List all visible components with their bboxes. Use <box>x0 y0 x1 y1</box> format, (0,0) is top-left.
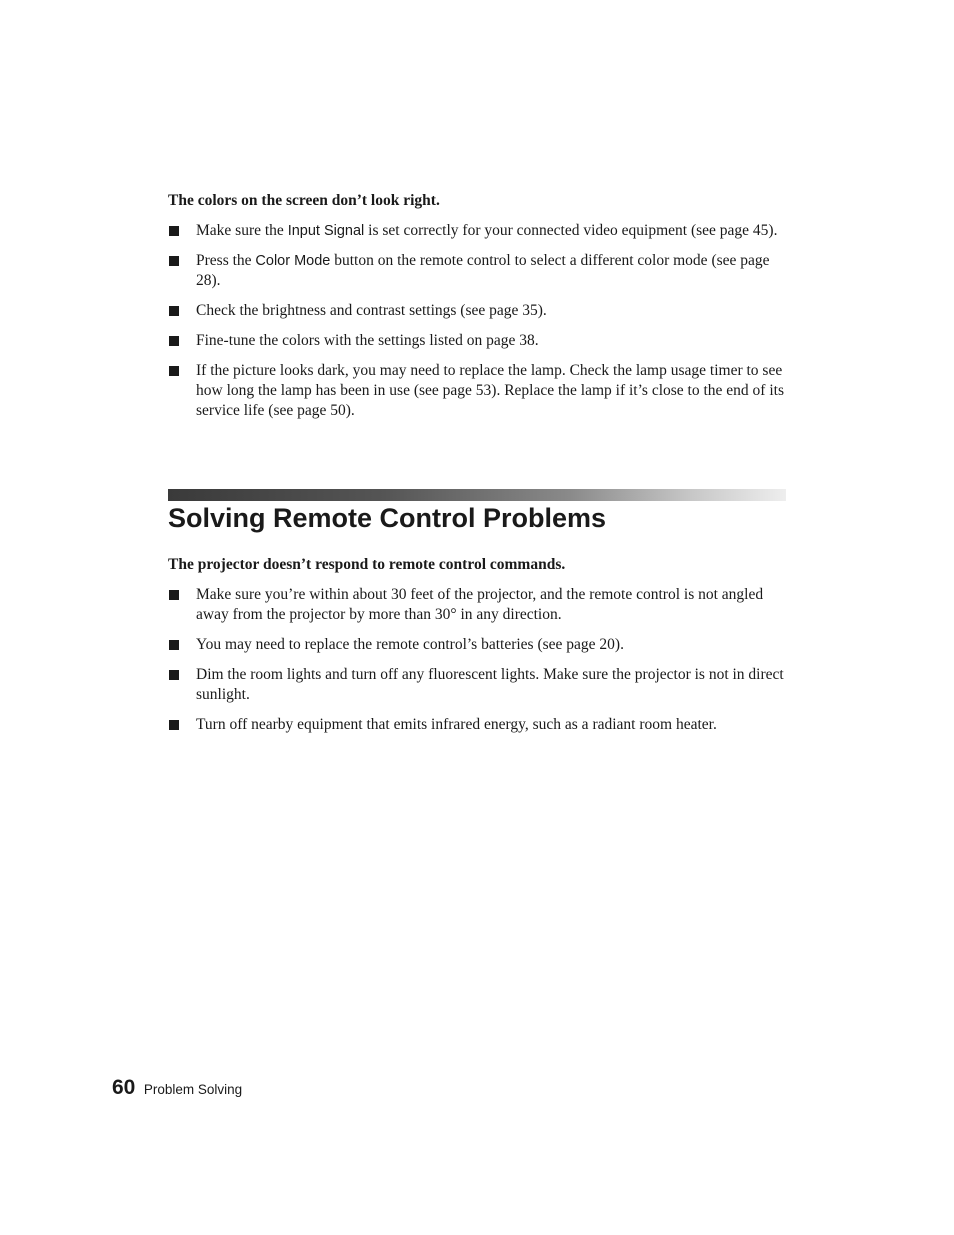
section-title: Solving Remote Control Problems <box>168 503 607 533</box>
list-item <box>168 585 786 625</box>
list-item <box>168 635 786 655</box>
colors-issue-heading: The colors on the screen don’t look right. <box>168 192 440 209</box>
list-item <box>168 331 786 351</box>
square-bullet-icon <box>169 720 179 730</box>
colors-issue-block <box>168 191 786 421</box>
list-item <box>168 665 786 705</box>
square-bullet-icon <box>169 256 179 266</box>
square-bullet-icon <box>169 670 179 680</box>
list-item <box>168 301 786 321</box>
item-text: Make sure the <box>196 222 288 239</box>
page-footer <box>112 1076 242 1100</box>
square-bullet-icon <box>169 306 179 316</box>
ui-term-input-signal: Input Signal <box>287 223 365 239</box>
ui-term-color-mode: Color Mode <box>255 253 331 269</box>
remote-issue-block <box>168 555 786 735</box>
square-bullet-icon <box>169 366 179 376</box>
square-bullet-icon <box>169 640 179 650</box>
item-text: Check the brightness and contrast settings (see page 35). <box>196 302 547 319</box>
page-number: 60 <box>112 1076 136 1099</box>
colors-issue-list <box>168 221 786 421</box>
list-item <box>168 221 786 241</box>
item-text: Press the <box>196 252 256 269</box>
item-text: Dim the room lights and turn off any fluorescent lights. Make sure the projector is not in direct sunlight. <box>196 666 784 703</box>
item-text: is set correctly for your connected video equipment (see page 45). <box>364 222 778 239</box>
list-item <box>168 361 786 421</box>
footer-section-name: Problem Solving <box>143 1082 243 1097</box>
item-text: Turn off nearby equipment that emits infrared energy, such as a radiant room heater. <box>196 716 717 733</box>
list-item <box>168 715 786 735</box>
list-item <box>168 251 786 291</box>
remote-issue-list <box>168 585 786 735</box>
remote-issue-heading: The projector doesn’t respond to remote control commands. <box>168 556 566 573</box>
square-bullet-icon <box>169 336 179 346</box>
item-text: Make sure you’re within about 30 feet of the projector, and the remote control is not angled away from the projector by more than 30° in any direction. <box>196 586 764 623</box>
item-text: button on the remote control to select a different color mode (see page 28). <box>196 252 770 289</box>
square-bullet-icon <box>169 226 179 236</box>
item-text: You may need to replace the remote control’s batteries (see page 20). <box>196 636 624 653</box>
item-text: Fine-tune the colors with the settings listed on page 38. <box>196 332 539 349</box>
square-bullet-icon <box>169 590 179 600</box>
item-text: If the picture looks dark, you may need to replace the lamp. Check the lamp usage timer to see how long the lamp has been in use (see page 53). Replace the lamp if it’s close to the end of its service life (see page 50). <box>196 362 784 419</box>
